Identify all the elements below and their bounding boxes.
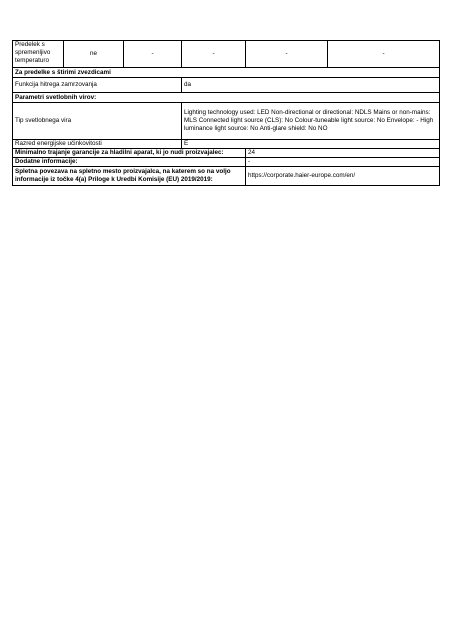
table-row bbox=[13, 149, 440, 158]
table-row bbox=[13, 68, 440, 78]
product-info-table bbox=[12, 40, 440, 186]
four-star-heading: Za predelke s štirimi zvezdicami bbox=[13, 68, 440, 78]
table-row bbox=[13, 158, 440, 167]
table-row bbox=[13, 78, 440, 93]
extra-info-label: Dodatne informacije: bbox=[13, 158, 246, 167]
compartment-value-2: - bbox=[124, 41, 182, 68]
table-row bbox=[13, 93, 440, 103]
light-type-label: Tip svetlobnega vira bbox=[13, 103, 182, 140]
extra-info-value: - bbox=[246, 158, 440, 167]
product-info-sheet bbox=[12, 40, 439, 186]
light-type-value: Lighting technology used: LED Non-directional or directional: NDLS Mains or non-mains: MLS Connected light source (CLS): No Colour-tuneable light source: No Envelope: - High luminance light source: No Anti-glare shield: No NO bbox=[182, 103, 440, 140]
warranty-label: Minimalno trajanje garancije za hladilni aparat, ki jo nudi proizvajalec: bbox=[13, 149, 246, 158]
compartment-value-4: - bbox=[246, 41, 328, 68]
energy-class-label: Razred energijske učinkovitosti bbox=[13, 140, 182, 149]
table-row bbox=[13, 140, 440, 149]
compartment-value-5: - bbox=[328, 41, 440, 68]
fast-freeze-label: Funkcija hitrega zamrzovanja bbox=[13, 78, 182, 93]
compartment-value-1: ne bbox=[64, 41, 124, 68]
warranty-value: 24 bbox=[246, 149, 440, 158]
compartment-value-3: - bbox=[182, 41, 246, 68]
weblink-label: Spletna povezava na spletno mesto proizvajalca, na katerem so na voljo informacije iz točke 4(a) Priloge k Uredbi Komisije (EU) 2019/2019: bbox=[13, 167, 246, 186]
fast-freeze-value: da bbox=[182, 78, 440, 93]
energy-class-value: E bbox=[182, 140, 440, 149]
light-params-heading: Parametri svetlobnih virov: bbox=[13, 93, 440, 103]
table-row bbox=[13, 103, 440, 140]
table-row bbox=[13, 41, 440, 68]
table-row bbox=[13, 167, 440, 186]
weblink-value[interactable]: https://corporate.haier-europe.com/en/ bbox=[246, 167, 440, 186]
compartment-label: Predelek s spremenljivo temperaturo bbox=[13, 41, 64, 68]
